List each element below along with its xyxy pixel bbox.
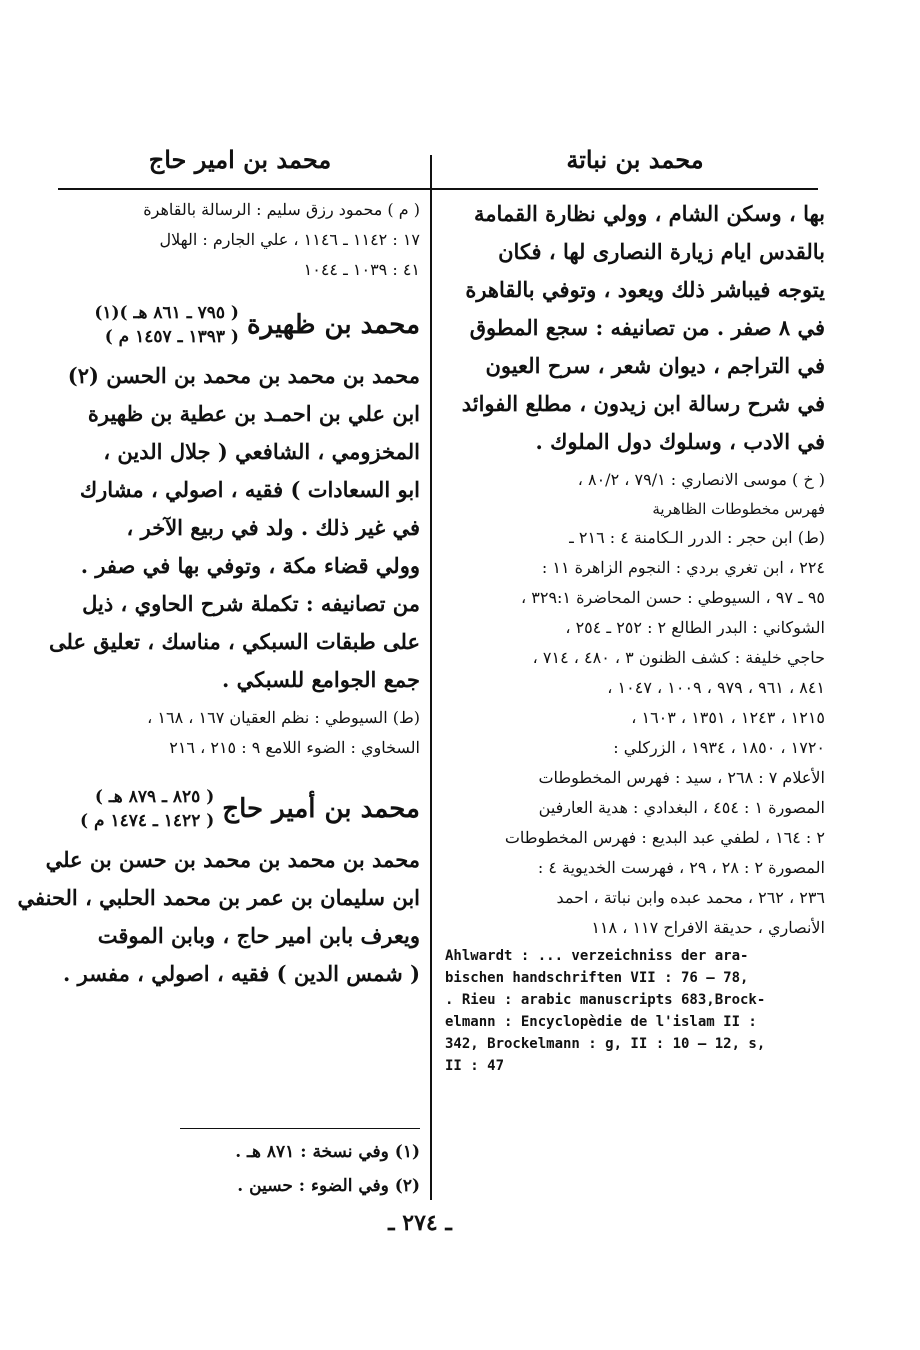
dates-hijri: ( ٧٩٥ ـ ٨٦١ هـ )(١) — [94, 303, 239, 323]
latin-references — [445, 945, 825, 1077]
reference-line: ( م ) محمود رزق سليم : الرسالة بالقاهرة — [143, 200, 420, 219]
reference-line: ١٧ : ١١٤٢ ـ ١١٤٦ ، علي الجارم : الهلال — [159, 230, 420, 249]
dates-gregorian: ( ١٤٢٢ ـ ١٤٧٤ م ) — [80, 811, 215, 831]
page-number: ـ ٢٧٤ ـ — [388, 1210, 452, 1236]
text-line: في غير ذلك . ولد في ربيع الآخر ، — [126, 515, 420, 540]
column-divider — [430, 155, 432, 1200]
entry-heading-ibn-zahira — [60, 301, 420, 349]
footnote: (٢) وفي الضوء : حسين . — [237, 1176, 420, 1196]
latin-line: bischen handschriften VII : 76 — 78, — [445, 970, 749, 986]
right-body-text — [445, 195, 825, 461]
text-line: محمد بن محمد بن محمد بن حسن بن علي — [45, 847, 420, 872]
text-line: بها ، وسكن الشام ، وولي نظارة القمامة — [473, 201, 825, 226]
entry-body-ibn-zahira — [48, 357, 420, 699]
entry-body-ibn-amir-hajj — [17, 841, 420, 993]
text-line: جمع الجوامع للسبكي . — [222, 667, 420, 692]
reference-line: فهرس مخطوطات الظاهرية — [652, 500, 825, 518]
reference-line: المصورة ٢ : ٢٨ ، ٢٩ ، فهرست الخديوية ٤ : — [537, 858, 825, 877]
reference-line: السخاوي : الضوء اللامع ٩ : ٢١٥ ، ٢١٦ — [169, 738, 420, 757]
text-line: وولي قضاء مكة ، وتوفي بها في صفر . — [80, 553, 420, 578]
text-line: بالقدس ايام زيارة النصارى لها ، فكان — [498, 239, 825, 264]
reference-line: ١٢١٥ ، ١٢٤٣ ، ١٣٥١ ، ١٦٠٣ ، — [631, 708, 825, 727]
reference-line: الأنصاري ، حديقة الافراح ١١٧ ، ١١٨ — [591, 918, 825, 937]
reference-line: ٨٤١ ، ٩٦١ ، ٩٧٩ ، ١٠٠٩ ، ١٠٤٧ ، — [607, 678, 825, 697]
reference-line: ٤١ : ١٠٣٩ ـ ١٠٤٤ — [303, 260, 420, 279]
reference-line: حاجي خليفة : كشف الظنون ٣ ، ٤٨٠ ، ٧١٤ ، — [532, 648, 825, 667]
footnotes — [60, 1135, 420, 1203]
entry-name: محمد بن أمير حاج — [222, 794, 420, 824]
text-line: في التراجم ، ديوان شعر ، سرح العيون — [485, 353, 825, 378]
text-line: ويعرف بابن امير حاج ، وبابن الموقت — [97, 923, 420, 948]
entry-dates — [94, 301, 239, 349]
reference-line: ٢ : ١٦٤ ، لطفي عبد البديع : فهرس المخطوطات — [504, 828, 825, 847]
text-line: ( شمس الدين ) فقيه ، اصولي ، مفسر . — [63, 961, 420, 986]
right-column — [445, 195, 825, 1077]
previous-entry-references — [60, 195, 420, 285]
footnote-separator — [180, 1128, 420, 1129]
text-line: محمد بن محمد بن محمد بن الحسن (٢) — [67, 363, 420, 388]
text-line: ابو السعادات ) فقيه ، اصولي ، مشارك — [79, 477, 420, 502]
latin-line: II : 47 — [445, 1058, 505, 1074]
entry-name: محمد بن ظهيرة — [246, 310, 420, 340]
reference-line: ٩٥ ـ ٩٧ ، السيوطي : حسن المحاضرة ٣٢٩:١ ، — [521, 588, 825, 607]
text-line: ابن علي بن احمـد بن عطية بن ظهيرة — [87, 401, 420, 426]
reference-line: ٢٣٦ ، ٢٦٢ ، محمد عبده وابن نباتة ، احمد — [556, 888, 825, 907]
latin-line: Ahlwardt : ... verzeichniss der ara- — [445, 948, 749, 964]
reference-line: ٢٢٤ ، ابن تغري بردي : النجوم الزاهرة ١١ : — [541, 558, 825, 577]
text-line: في شرح رسالة ابن زيدون ، مطلع الفوائد — [461, 391, 825, 416]
reference-line: المصورة ١ : ٤٥٤ ، البغدادي : هدية العارفين — [538, 798, 825, 817]
latin-line: 342, Brockelmann : g, II : 10 — 12, s, — [445, 1036, 766, 1052]
dates-gregorian: ( ١٣٩٣ ـ ١٤٥٧ م ) — [104, 327, 239, 347]
text-line: يتوجه فيباشر ذلك ويعود ، وتوفي بالقاهرة — [465, 277, 825, 302]
reference-line: الشوكاني : البدر الطالع ٢ : ٢٥٢ ـ ٢٥٤ ، — [565, 618, 825, 637]
reference-line: الأعلام ٧ : ٢٦٨ ، سيد : فهرس المخطوطات — [538, 768, 825, 787]
right-column-title: محمد بن نباتة — [566, 145, 704, 174]
reference-line: (ط) السيوطي : نظم العقيان ١٦٧ ، ١٦٨ ، — [147, 708, 420, 727]
left-column — [17, 195, 420, 993]
right-references — [445, 465, 825, 943]
left-column-title: محمد بن امير حاج — [148, 145, 332, 174]
text-line: في الادب ، وسلوك دول الملوك . — [535, 429, 825, 454]
footnote: (١) وفي نسخة : ٨٧١ هـ . — [235, 1142, 420, 1162]
reference-line: ( خ ) موسى الانصاري : ٧٩/١ ، ٨٠/٢ ، — [577, 470, 825, 489]
entry-heading-ibn-amir-hajj — [60, 785, 420, 833]
entry-references-ibn-zahira — [60, 703, 420, 763]
text-line: من تصانيفه : تكملة شرح الحاوي ، ذيل — [82, 591, 420, 616]
text-line: في ٨ صفر . من تصانيفه : سجع المطوق — [469, 315, 825, 340]
dates-hijri: ( ٨٢٥ ـ ٨٧٩ هـ ) — [94, 787, 215, 807]
latin-line: . Rieu : arabic manuscripts 683,Brock- — [445, 992, 766, 1008]
text-line: على طبقات السبكي ، مناسك ، تعليق على — [48, 629, 420, 654]
reference-line: ١٧٢٠ ، ١٨٥٠ ، ١٩٣٤ ، الزركلي : — [613, 738, 825, 757]
entry-dates — [80, 785, 214, 833]
text-line: المخزومي ، الشافعي ( جلال الدين ، — [103, 439, 420, 464]
header-rule — [58, 188, 818, 190]
text-line: ابن سليمان بن عمر بن محمد الحلبي ، الحنفي — [17, 885, 420, 910]
latin-line: elmann : Encyclopèdie de l'islam II : — [445, 1014, 757, 1030]
reference-line: (ط) ابن حجر : الدرر الـكامنة ٤ : ٢١٦ ـ — [569, 528, 825, 547]
